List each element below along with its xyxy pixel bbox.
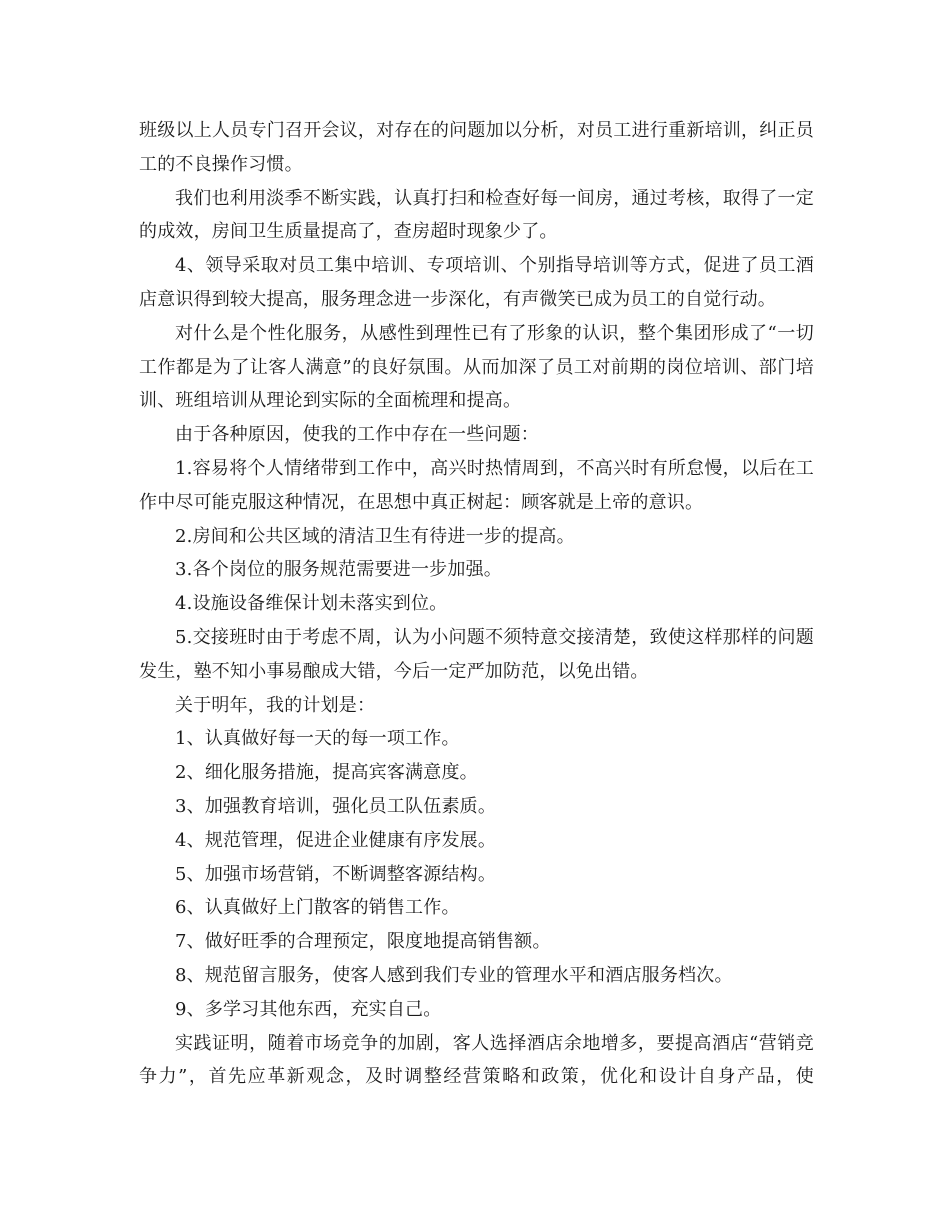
list-item: 1.容易将个人情绪带到工作中，高兴时热情周到，不高兴时有所怠慢，以后在工作中尽可能克服这种情况，在思想中真正树起：顾客就是上帝的意识。: [139, 457, 814, 513]
list-item: 9、多学习其他东西，充实自己。: [175, 998, 442, 1020]
list-item: 1、认真做好每一天的每一项工作。: [175, 728, 460, 750]
list-item: 4.设施设备维保计划未落实到位。: [175, 593, 448, 615]
paragraph: 由于各种原因，使我的工作中存在一些问题：: [175, 424, 539, 446]
list-item: 2.房间和公共区域的清洁卫生有待进一步的提高。: [175, 525, 575, 547]
list-item: 3、加强教育培训，强化员工队伍素质。: [175, 795, 497, 817]
list-item: 2、细化服务措施，提高宾客满意度。: [175, 762, 478, 784]
document-body: [139, 114, 814, 1094]
paragraph: 4、领导采取对员工集中培训、专项培训、个别指导培训等方式，促进了员工酒店意识得到较大提高，服务理念进一步深化，有声微笑已成为员工的自觉行动。: [139, 255, 814, 310]
paragraph: 关于明年，我的计划是：: [175, 694, 376, 716]
list-item: 8、规范留言服务，使客人感到我们专业的管理水平和酒店服务档次。: [175, 964, 733, 986]
list-item: 6、认真做好上门散客的销售工作。: [175, 897, 460, 919]
list-item: 7、做好旺季的合理预定，限度地提高销售额。: [175, 931, 551, 953]
paragraph: 班级以上人员专门召开会议，对存在的问题加以分析，对员工进行重新培训，纠正员工的不良操作习惯。: [139, 120, 814, 175]
paragraph: 我们也利用淡季不断实践，认真打扫和检查好每一间房，通过考核，取得了一定的成效，房间卫生质量提高了，查房超时现象少了。: [139, 187, 814, 243]
list-item: 3.各个岗位的服务规范需要进一步加强。: [175, 559, 502, 581]
list-item: 5.交接班时由于考虑不周，认为小问题不须特意交接清楚，致使这样那样的问题发生，塾不知小事易酿成大错，今后一定严加防范，以免出错。: [139, 626, 814, 682]
list-item: 5、加强市场营销，不断调整客源结构。: [175, 863, 497, 885]
list-item: 4、规范管理，促进企业健康有序发展。: [175, 829, 497, 851]
paragraph: 实践证明，随着市场竞争的加剧，客人选择酒店余地增多，要提高酒店“营销竞争力”，首先应革新观念，及时调整经营策略和政策，优化和设计自身产品，使: [139, 1032, 814, 1088]
paragraph: 对什么是个性化服务，从感性到理性已有了形象的认识，整个集团形成了“一切工作都是为了让客人满意”的良好氛围。从而加深了员工对前期的岗位培训、部门培训、班组培训从理论到实际的全面梳理和提高。: [139, 322, 814, 412]
